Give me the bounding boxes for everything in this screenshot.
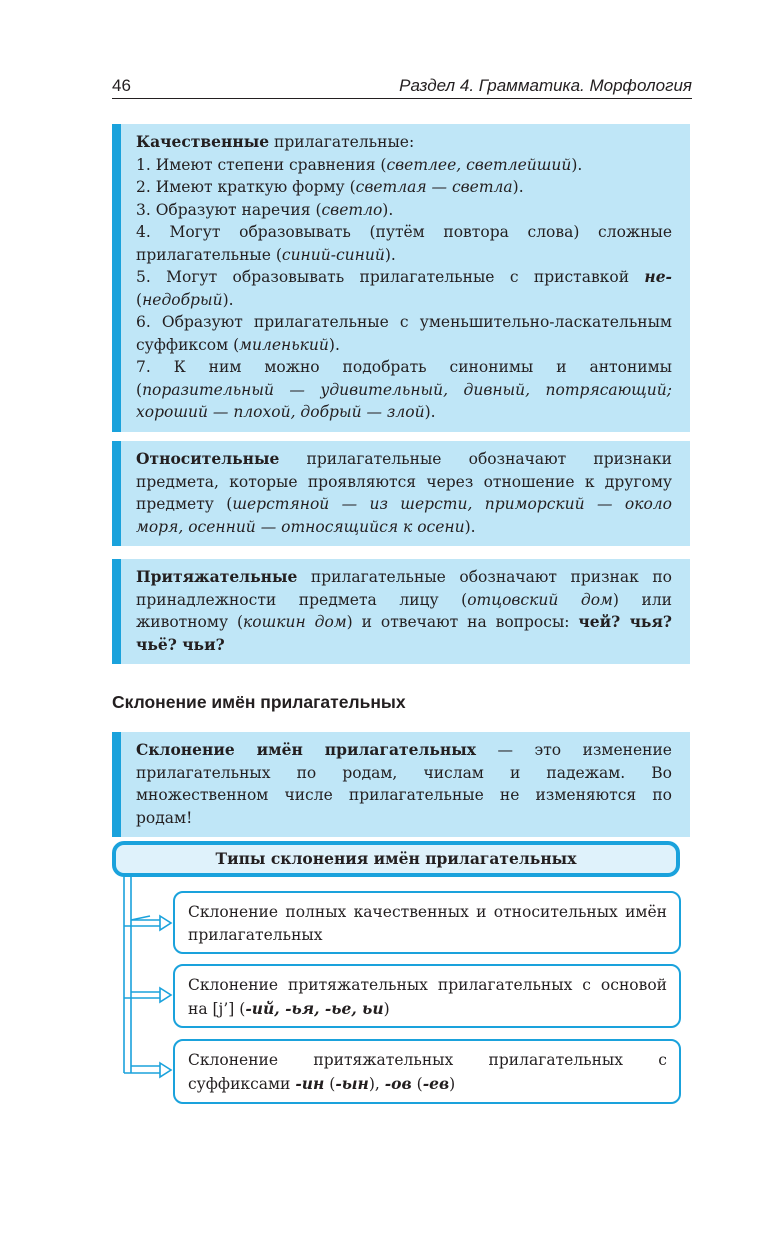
diagram-item-1: Склонение полных качественных и относительных имён прилагательных: [173, 891, 681, 954]
page-number: 46: [112, 76, 131, 95]
diagram-item-3: Склонение притяжательных прилагательных с суффиксами -ин (-ын), -ов (-ев): [173, 1039, 681, 1104]
qualitative-item-6: 6. Образуют прилагательные с уменьшительно-ласкательным суффиксом (миленький).: [136, 313, 672, 354]
qualitative-intro: Качественные прилагательные:: [136, 132, 415, 151]
diagram-item-2: Склонение притяжательных прилагательных с основой на [j’] (-ий, -ья, -ье, ьи): [173, 964, 681, 1028]
diagram-title: Типы склонения имён прилагательных: [215, 849, 577, 868]
running-title: Раздел 4. Грамматика. Морфология: [399, 76, 692, 95]
declension-text: Склонение имён прилагательных — это изменение прилагательных по родам, числам и падежам. Во множественном числе прилагательные не изменяются по родам!: [136, 740, 672, 827]
qualitative-item-3: 3. Образуют наречия (светло).: [136, 200, 394, 219]
qualitative-item-4: 4. Могут образовывать (путём повтора слова) сложные прилагательные (синий-синий).: [136, 223, 673, 264]
qualitative-item-7: 7. К ним можно подобрать синонимы и антонимы (поразительный — удивительный, дивный, потрясающий; хороший — плохой, добрый — злой).: [136, 358, 672, 421]
section-title: Склонение имён прилагательных: [112, 692, 406, 712]
relative-text: Относительные прилагательные обозначают признаки предмета, которые проявляются через отношение к другому предмету (шерстяной — из шерсти, приморский — около моря, осенний — относящийся к осени).: [136, 449, 672, 536]
possessive-text: Притяжательные прилагательные обозначают признак по принадлежности предмета лицу (отцовский дом) или животному (кошкин дом) и отвечают на вопросы: чей? чья? чьё? чьи?: [136, 567, 672, 654]
qualitative-item-2: 2. Имеют краткую форму (светлая — светла).: [136, 178, 524, 196]
diagram-title-box: [112, 841, 680, 877]
qualitative-item-1: 1. Имеют степени сравнения (светлее, светлейший).: [136, 155, 583, 174]
qualitative-item-5: 5. Могут образовывать прилагательные с приставкой не- (недобрый).: [136, 267, 672, 309]
